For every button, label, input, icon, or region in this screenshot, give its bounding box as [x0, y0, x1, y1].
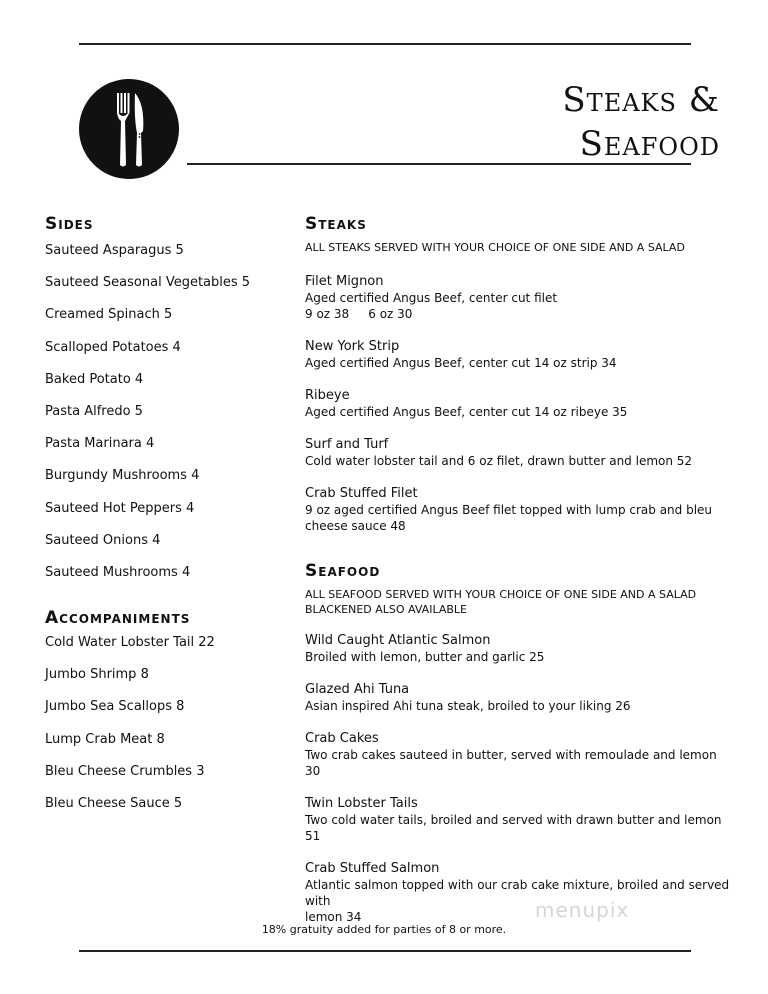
- menu-item: [305, 338, 735, 371]
- side-item: Pasta Alfredo 5: [45, 403, 143, 419]
- side-item: Sauteed Onions 4: [45, 532, 161, 548]
- dish-description: Atlantic salmon topped with our crab cake mixture, broiled and served with: [305, 878, 730, 908]
- dish-description: Aged certified Angus Beef, center cut 14 oz strip 34: [305, 356, 617, 370]
- dish-description: Aged certified Angus Beef, center cut 14 oz ribeye 35: [305, 405, 628, 419]
- dish-name: Twin Lobster Tails: [305, 796, 418, 811]
- dish-description-cont: lemon 34: [305, 910, 362, 924]
- right-column: [305, 213, 735, 925]
- seafood-note: ALL SEAFOOD SERVED WITH YOUR CHOICE OF ONE SIDE AND A SALAD: [305, 588, 697, 601]
- accompaniments-heading: Accompaniments: [45, 608, 191, 629]
- accompaniment-item: Jumbo Shrimp 8: [45, 667, 149, 683]
- accompaniment-item: Jumbo Sea Scallops 8: [45, 699, 185, 715]
- accompaniments-list: [45, 635, 275, 828]
- accompaniment-item: Bleu Cheese Crumbles 3: [45, 763, 205, 779]
- menu-item: [305, 681, 735, 714]
- dish-description: Two cold water tails, broiled and served with drawn butter and lemon 51: [305, 813, 722, 843]
- steaks-heading: Steaks: [305, 214, 367, 234]
- left-column: [45, 213, 275, 828]
- side-item: Creamed Spinach 5: [45, 307, 173, 323]
- accompaniment-item: Cold Water Lobster Tail 22: [45, 635, 215, 651]
- menu-item: [305, 730, 735, 779]
- dish-description: Cold water lobster tail and 6 oz filet, drawn butter and lemon 52: [305, 454, 693, 468]
- accompaniment-item: Bleu Cheese Sauce 5: [45, 796, 183, 811]
- side-item: Baked Potato 4: [45, 371, 144, 387]
- seafood-heading: Seafood: [305, 561, 381, 581]
- menu-item: [305, 632, 735, 665]
- sides-list: [45, 243, 275, 597]
- side-item: Sauteed Seasonal Vegetables 5: [45, 275, 251, 291]
- page-title: [562, 78, 720, 166]
- dish-description: Two crab cakes sauteed in butter, served with remoulade and lemon 30: [305, 748, 717, 778]
- dish-name: Crab Stuffed Salmon: [305, 861, 440, 876]
- side-item: Burgundy Mushrooms 4: [45, 468, 200, 484]
- dish-name: Filet Mignon: [305, 274, 384, 289]
- side-item: Sauteed Hot Peppers 4: [45, 500, 195, 516]
- side-item: Sauteed Asparagus 5: [45, 243, 184, 258]
- fork-and-knife-icon: [79, 79, 179, 179]
- dish-name: New York Strip: [305, 339, 400, 354]
- menu-item: [305, 436, 735, 469]
- accompaniment-item: Lump Crab Meat 8: [45, 731, 165, 747]
- menu-item: [305, 485, 735, 534]
- dish-prices: 9 oz 38 6 oz 30: [305, 307, 413, 321]
- dish-description: Asian inspired Ahi tuna steak, broiled to your liking 26: [305, 699, 631, 713]
- dish-name: Crab Stuffed Filet: [305, 486, 418, 501]
- dish-description: Aged certified Angus Beef, center cut filet: [305, 291, 558, 305]
- logo: [79, 79, 179, 179]
- title-line-1: Steaks &: [562, 80, 720, 120]
- sides-heading: Sides: [45, 214, 94, 234]
- dish-name: Crab Cakes: [305, 731, 379, 746]
- dish-name: Wild Caught Atlantic Salmon: [305, 633, 491, 648]
- top-rule: [79, 43, 691, 45]
- steaks-note: ALL STEAKS SERVED WITH YOUR CHOICE OF ONE SIDE AND A SALAD: [305, 241, 685, 254]
- gratuity-note: 18% gratuity added for parties of 8 or more.: [261, 923, 507, 936]
- dish-description: Broiled with lemon, butter and garlic 25: [305, 650, 545, 664]
- menu-item: [305, 860, 735, 925]
- watermark: menupix: [535, 898, 630, 922]
- dish-name: Surf and Turf: [305, 437, 389, 452]
- menu-item: [305, 387, 735, 420]
- side-item: Sauteed Mushrooms 4: [45, 564, 191, 580]
- menu-item: [305, 273, 735, 322]
- seafood-note-2: BLACKENED ALSO AVAILABLE: [305, 603, 467, 616]
- dish-name: Glazed Ahi Tuna: [305, 682, 410, 697]
- dish-name: Ribeye: [305, 388, 350, 403]
- side-item: Scalloped Potatoes 4: [45, 339, 181, 355]
- side-item: Pasta Marinara 4: [45, 436, 155, 452]
- menu-item: [305, 795, 735, 844]
- dish-description: 9 oz aged certified Angus Beef filet topped with lump crab and bleu: [305, 503, 713, 517]
- title-line-2: Seafood: [579, 124, 720, 164]
- bottom-rule: [79, 950, 691, 952]
- dish-description-cont: cheese sauce 48: [305, 519, 406, 533]
